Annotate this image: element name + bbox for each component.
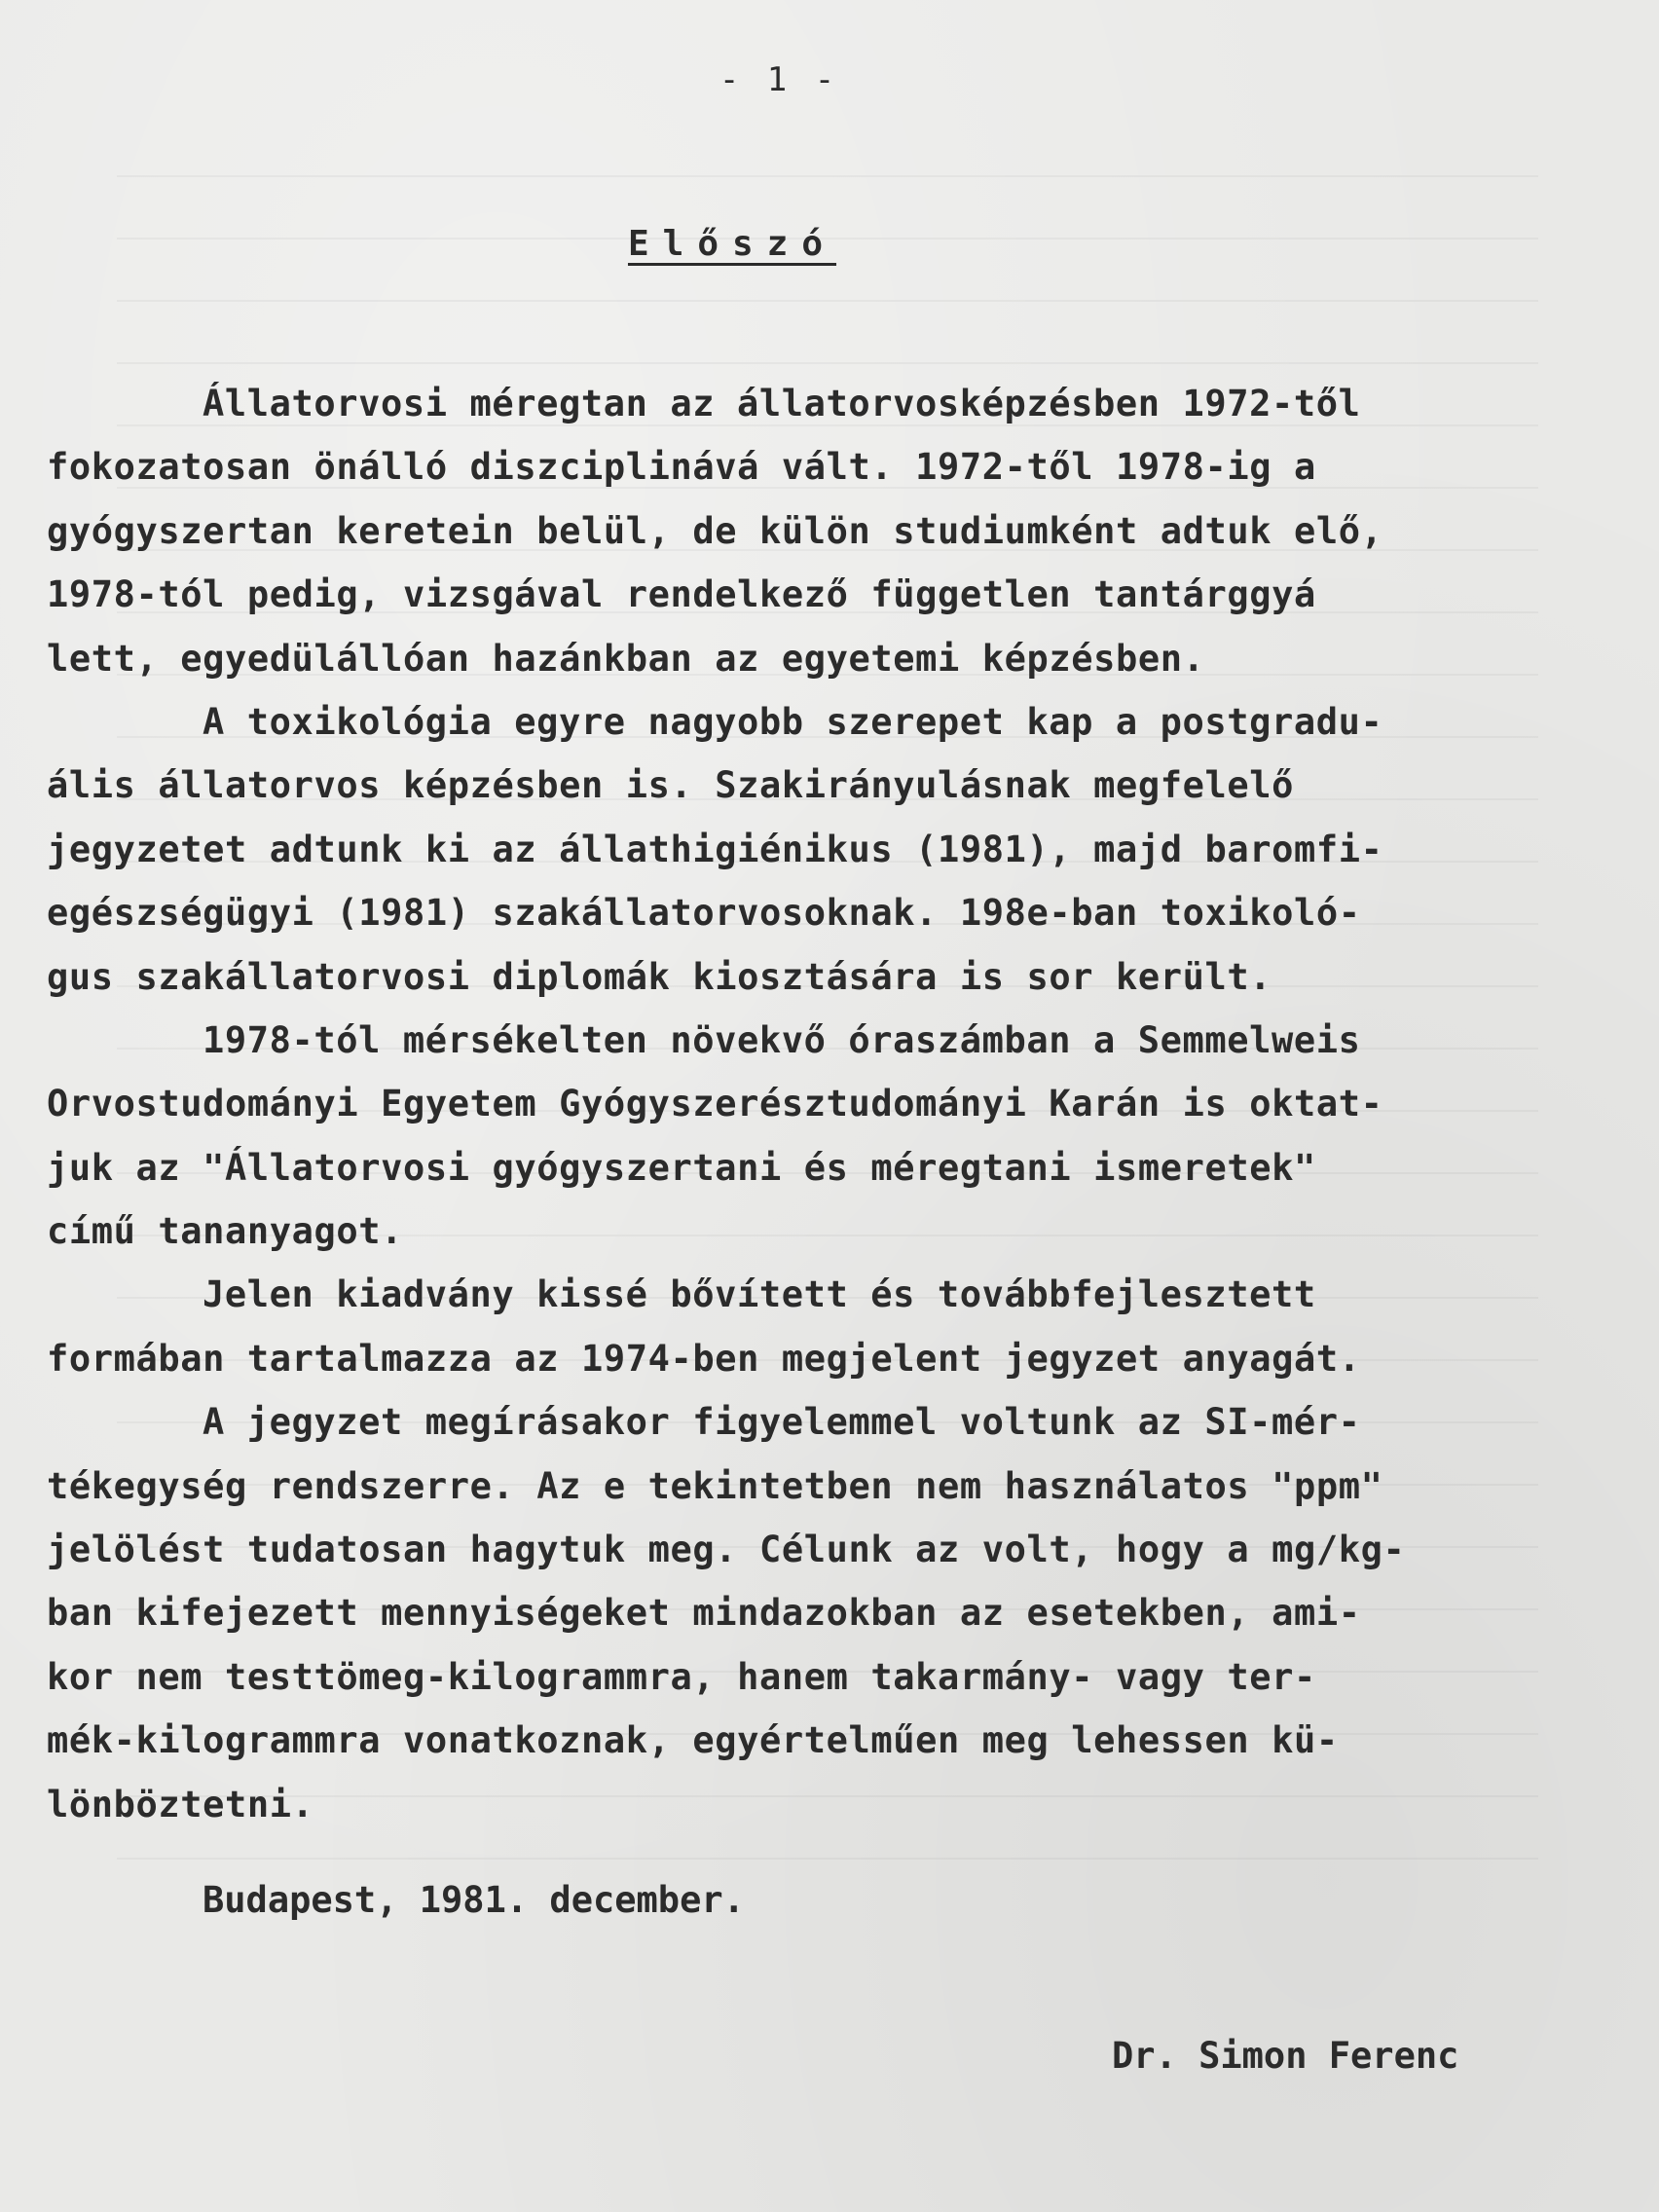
text-line: formában tartalmazza az 1974-ben megjelent jegyzet anyagát. xyxy=(47,1337,1361,1380)
text-line: tékegység rendszerre. Az e tekintetben nem használatos "ppm" xyxy=(47,1464,1383,1507)
text-line: A toxikológia egyre nagyobb szerepet kap a postgradu- xyxy=(203,700,1383,743)
text-line: ális állatorvos képzésben is. Szakirányulásnak megfelelő xyxy=(47,764,1295,807)
text-line: egészségügyi (1981) szakállatorvosoknak. 198e-ban toxikoló- xyxy=(47,892,1361,935)
text-line: lönböztetni. xyxy=(47,1783,314,1825)
text-line: című tananyagot. xyxy=(47,1210,404,1253)
text-line: Jelen kiadvány kissé bővített és továbbfejlesztett xyxy=(203,1273,1316,1316)
page-title: Előszó xyxy=(627,224,837,264)
text-line: Állatorvosi méregtan az állatorvosképzésben 1972-től xyxy=(203,383,1361,424)
text-line: lett, egyedülállóan hazánkban az egyetemi képzésben. xyxy=(47,637,1205,680)
text-line: jegyzetet adtunk ki az állathigiénikus (1981), majd baromfi- xyxy=(47,828,1383,870)
text-line: jelölést tudatosan hagytuk meg. Célunk az volt, hogy a mg/kg- xyxy=(47,1529,1406,1571)
text-line: kor nem testtömeg-kilogrammra, hanem takarmány- vagy ter- xyxy=(47,1655,1316,1698)
text-line: 1978-tól pedig, vizsgával rendelkező független tantárggyá xyxy=(47,573,1316,616)
text-line: 1978-tól mérsékelten növekvő óraszámban a Semmelweis xyxy=(203,1018,1361,1061)
text-line: ban kifejezett mennyiségeket mindazokban az esetekben, ami- xyxy=(47,1592,1361,1635)
text-line: Orvostudományi Egyetem Gyógyszerésztudományi Karán is oktat- xyxy=(47,1083,1383,1125)
body-text xyxy=(47,372,1604,1836)
text-line: juk az "Állatorvosi gyógyszertani és méregtani ismeretek" xyxy=(47,1146,1316,1189)
text-line: gyógyszertan keretein belül, de külön studiumként adtuk elő, xyxy=(47,509,1383,552)
text-line: mék-kilogrammra vonatkoznak, egyértelműen meg lehessen kü- xyxy=(47,1719,1339,1762)
text-line: gus szakállatorvosi diplomák kiosztására is sor került. xyxy=(47,955,1272,998)
text-line: A jegyzet megírásakor figyelemmel voltunk az SI-mér- xyxy=(203,1401,1361,1444)
page-number: - 1 - xyxy=(719,60,839,99)
text-line: fokozatosan önálló diszciplinává vált. 1972-től 1978-ig a xyxy=(47,446,1316,489)
author-signature: Dr. Simon Ferenc xyxy=(1112,2035,1459,2077)
place-date: Budapest, 1981. december. xyxy=(203,1879,745,1921)
